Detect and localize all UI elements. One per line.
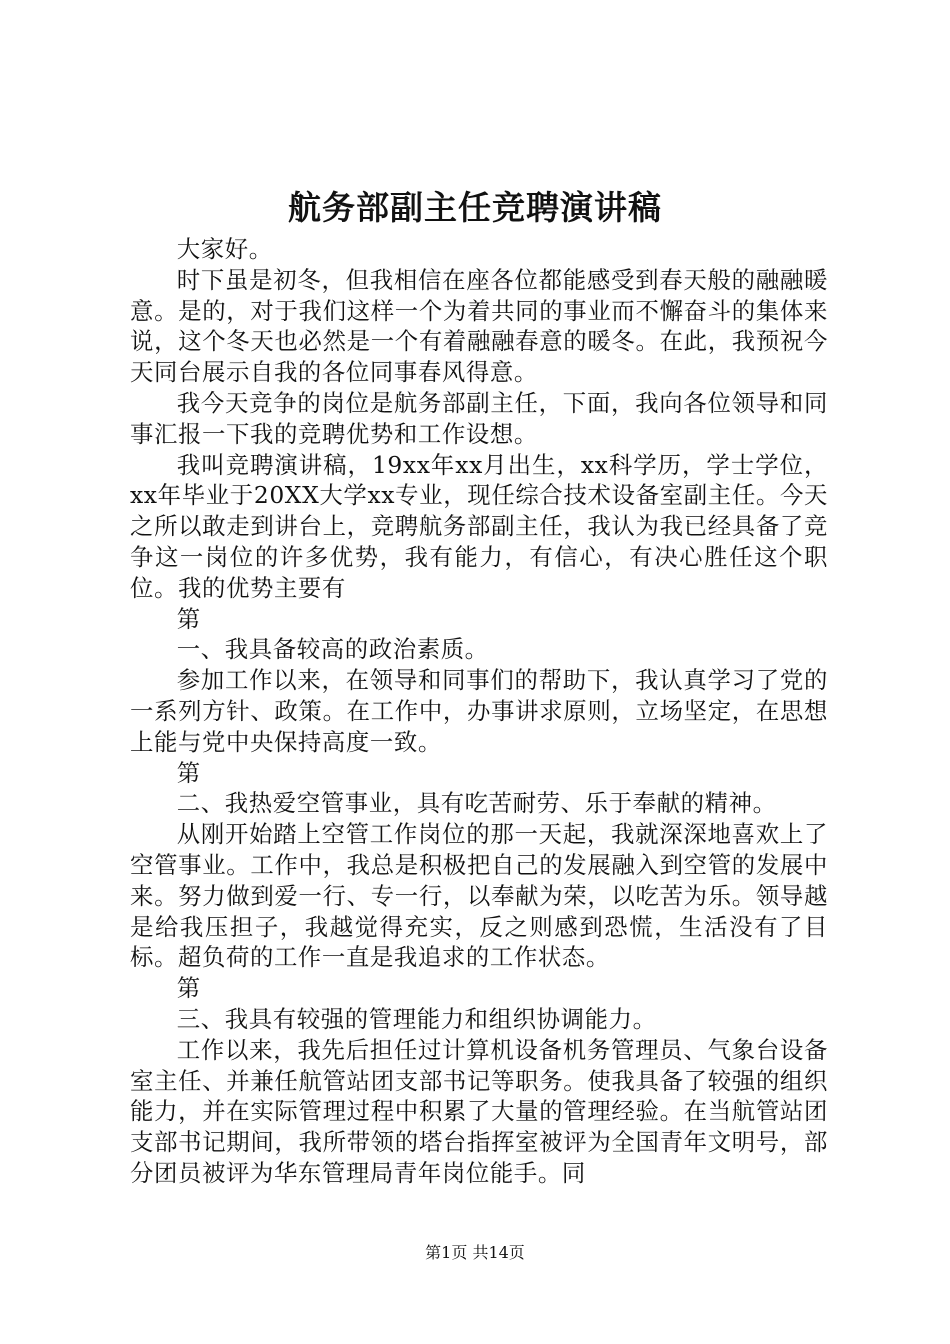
- paragraph: 工作以来，我先后担任过计算机设备机务管理员、气象台设备室主任、并兼任航管站团支部书记等职务。使我具备了较强的组织能力，并在实际管理过程中积累了大量的管理经验。在当航管站团支部书记期间，我所带领的塔台指挥室被评为全国青年文明号，部分团员被评为华东管理局青年岗位能手。同: [130, 1035, 828, 1187]
- page-footer: 第1页 共14页: [425, 1243, 525, 1262]
- paragraph: 大家好。: [176, 235, 273, 263]
- document-body: [130, 234, 828, 1189]
- section-heading: 一、我具备较高的政治素质。: [176, 635, 489, 664]
- section-marker: 第: [176, 604, 201, 633]
- section-marker: 第: [176, 974, 201, 1003]
- section-heading: 三、我具有较强的管理能力和组织协调能力。: [176, 1004, 657, 1033]
- paragraph: 时下虽是初冬，但我相信在座各位都能感受到春天般的融融暖意。是的，对于我们这样一个为着共同的事业而不懈奋斗的集体来说，这个冬天也必然是一个有着融融春意的暖冬。在此，我预祝今天同台展示自我的各位同事春风得意。: [130, 265, 828, 387]
- section-heading: 二、我热爱空管事业，具有吃苦耐劳、乐于奉献的精神。: [176, 789, 777, 818]
- section-marker: 第: [176, 758, 201, 787]
- paragraph: 从刚开始踏上空管工作岗位的那一天起，我就深深地喜欢上了空管事业。工作中，我总是积极把自己的发展融入到空管的发展中来。努力做到爱一行、专一行，以奉献为荣，以吃苦为乐。领导越是给我压担子，我越觉得充实，反之则感到恐慌，生活没有了目标。超负荷的工作一直是我追求的工作状态。: [130, 820, 828, 972]
- paragraph: 我今天竞争的岗位是航务部副主任，下面，我向各位领导和同事汇报一下我的竞聘优势和工作设想。: [130, 388, 828, 448]
- document-title: 航务部副主任竞聘演讲稿: [288, 188, 662, 227]
- paragraph: 我叫竞聘演讲稿，19xx年xx月出生，xx科学历，学士学位，xx年毕业于20XX大学xx专业，现任综合技术设备室副主任。今天之所以敢走到讲台上，竞聘航务部副主任，我认为我已经具备了竞争这一岗位的许多优势，我有能力，有信心，有决心胜任这个职位。我的优势主要有: [130, 450, 828, 602]
- paragraph: 参加工作以来，在领导和同事们的帮助下，我认真学习了党的一系列方针、政策。在工作中，办事讲求原则，立场坚定，在思想上能与党中央保持高度一致。: [130, 666, 828, 756]
